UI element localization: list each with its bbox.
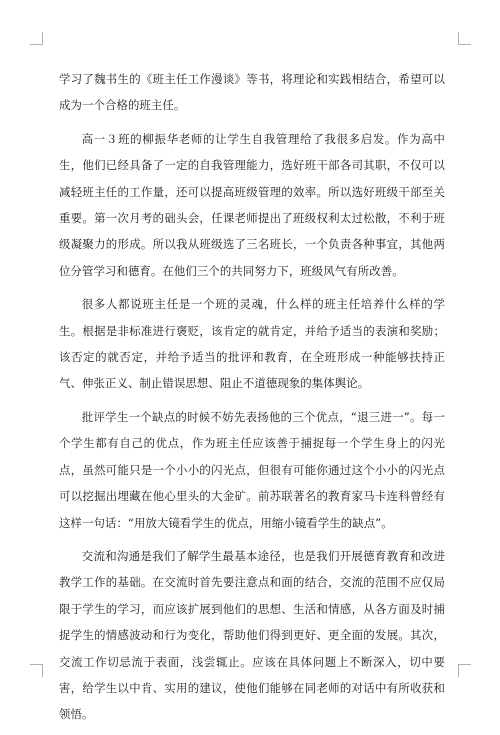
document-body	[59, 66, 445, 735]
paragraph-criticism: 批评学生一个缺点的时候不妨先表扬他的三个优点，“退三进一”。每一个学生都有自己的优点，作为班主任应该善于捕捉每一个学生身上的闪光点，虽然可能只是一个小小的闪光点，但很有可能你通过这个小小的闪光点可以挖掘出埋藏在他心里头的大金矿。前苏联著名的教育家马卡连科曾经有这样一句话：“用放大镜看学生的优点，用缩小镜看学生的缺点”。	[59, 409, 445, 530]
crop-mark-bottom-right	[458, 664, 471, 677]
crop-mark-bottom-left	[30, 664, 43, 677]
paragraph-continuation: 学习了魏书生的《班主任工作漫谈》等书，将理论和实践相结合，希望可以成为一个合格的班主任。	[59, 72, 445, 113]
paragraph-communication: 交流和沟通是我们了解学生最基本途径，也是我们开展德育教育和改进教学工作的基础。在交流时首先要注意点和面的结合，交流的范围不应仅局限于学生的学习，而应该扩展到他们的思想、生活和情感，从各方面及时捕捉学生的情感波动和行为变化，帮助他们得到更好、更全面的发展。其次，交流工作切忌流于表面，浅尝辄止。应该在具体问题上不断深入，切中要害，给学生以中肯、实用的建议，使他们能够在同老师的对话中有所收获和领悟。	[59, 548, 445, 722]
crop-mark-top-right	[458, 32, 471, 45]
paragraph-self-management: 高一３班的柳振华老师的让学生自我管理给了我很多启发。作为高中生，他们已经具备了一定的自我管理能力，选好班干部各司其职，不仅可以减轻班主任的工作量，还可以提高班级管理的效率。所以选好班级干部至关重要。第一次月考的础头会，任课老师提出了班级权利太过松散，不利于班级凝聚力的形成。所以我从班级选了三名班长，一个负责各种事宜，其他两位分管学习和德育。在他们三个的共同努力下，班级风气有所改善。	[59, 131, 445, 278]
paragraph-class-soul: 很多人都说班主任是一个班的灵魂，什么样的班主任培养什么样的学生。根据是非标准进行褒贬，该肯定的就肯定，并给予适当的表演和奖励；该否定的就否定，并给予适当的批评和教育，在全班形成一种能够扶持正气、伸张正义、制止错误思想、阻止不道德现象的集体舆论。	[59, 297, 445, 391]
crop-mark-top-left	[30, 32, 43, 45]
